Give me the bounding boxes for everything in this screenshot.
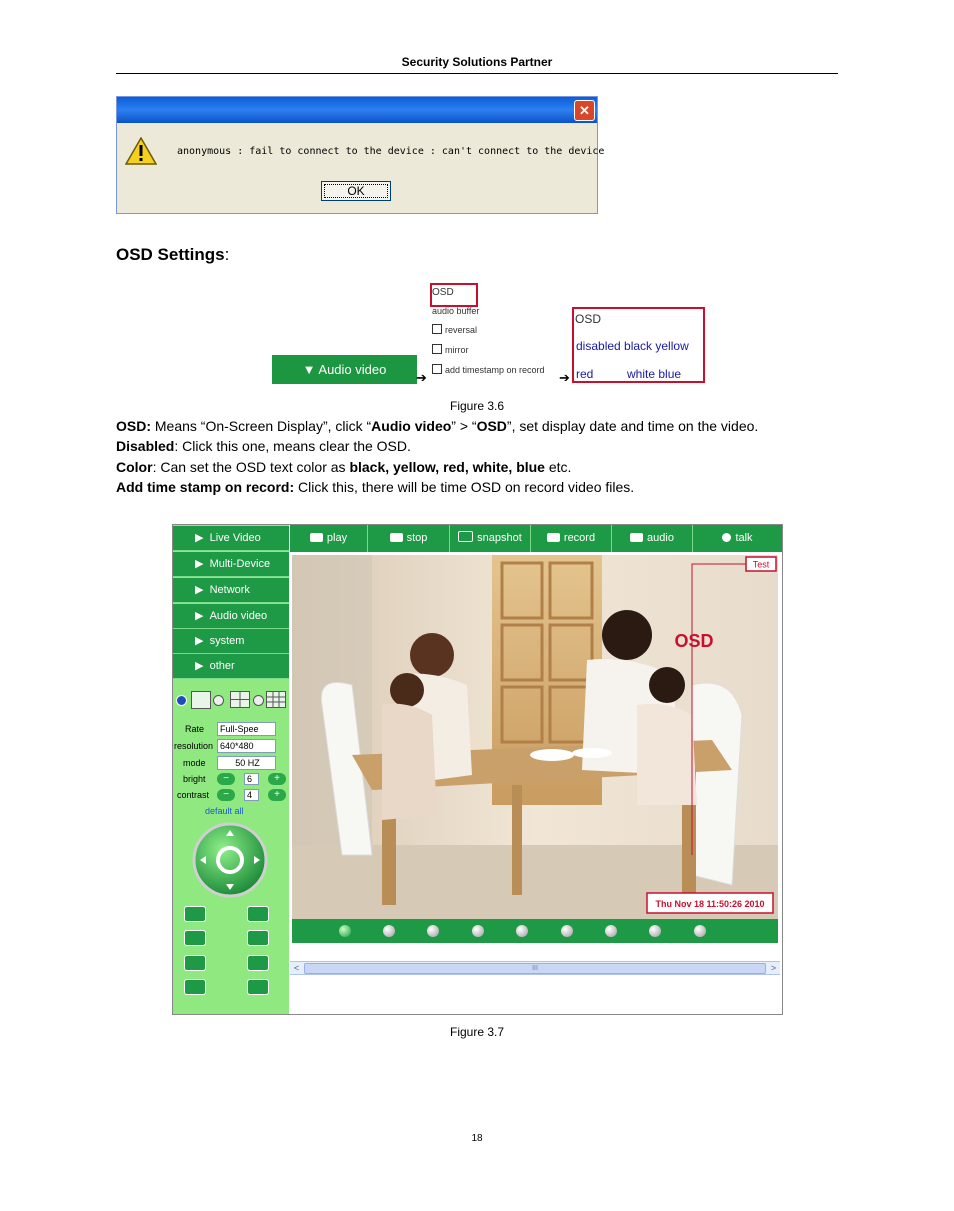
submenu-item-reversal[interactable]: reversal (432, 324, 477, 335)
audio-video-button[interactable]: ▼ Audio video (272, 355, 417, 384)
channel-dot-active[interactable] (339, 925, 351, 937)
mode-label: mode (183, 758, 206, 768)
record-button[interactable]: record (531, 525, 612, 552)
zoom-in-button[interactable] (184, 930, 206, 946)
camera-icon (458, 531, 473, 542)
ptz-joystick-icon[interactable] (192, 822, 268, 898)
stop-icon (390, 533, 403, 542)
channel-dot[interactable] (383, 925, 395, 937)
layout-radio-1[interactable] (176, 695, 187, 706)
osd-options-title: OSD (575, 312, 602, 326)
contrast-value[interactable]: 4 (244, 789, 259, 801)
scroll-thumb[interactable]: III (304, 963, 766, 974)
nav-audio-video[interactable]: ▶ Audio video (173, 604, 289, 629)
channel-dot[interactable] (694, 925, 706, 937)
talk-button[interactable]: talk (693, 525, 782, 552)
nine-view-icon[interactable] (266, 691, 286, 708)
submenu-item-audio-buffer[interactable]: audio buffer (432, 306, 480, 316)
figure-caption: Figure 3.7 (449, 1025, 505, 1039)
video-feed (292, 555, 778, 919)
reversal-checkbox[interactable] (432, 324, 442, 334)
channel-bar (292, 919, 778, 943)
osd-paragraph: OSD: Means “On-Screen Display”, click “Audio video” > “OSD”, set display date and time on the video. (116, 418, 759, 434)
single-view-icon[interactable] (191, 691, 211, 709)
submenu-item-osd[interactable]: OSD (432, 287, 454, 298)
speaker-icon (630, 533, 643, 542)
play-icon (310, 533, 323, 542)
ok-button[interactable]: OK (321, 181, 391, 201)
submenu-item-mirror[interactable]: mirror (432, 344, 469, 355)
osd-test-label: Test (752, 559, 770, 570)
bright-label: bright (183, 774, 206, 784)
timestamp-checkbox[interactable] (432, 364, 442, 374)
mirror-checkbox[interactable] (432, 344, 442, 354)
disabled-paragraph: Disabled: Click this one, means clear the OSD. (116, 438, 411, 454)
resolution-label: resolution (174, 741, 214, 751)
timestamp-paragraph: Add time stamp on record: Click this, there will be time OSD on record video files. (116, 479, 635, 495)
default-all-link[interactable]: default all (205, 806, 244, 816)
channel-dot[interactable] (605, 925, 617, 937)
warning-triangle-icon (125, 137, 157, 165)
contrast-plus-button[interactable]: + (268, 789, 286, 801)
color-paragraph: Color: Can set the OSD text color as black, yellow, red, white, blue etc. (116, 459, 572, 475)
ptz-button[interactable] (184, 906, 206, 922)
section-title: OSD Settings: (116, 245, 230, 264)
channel-dot[interactable] (472, 925, 484, 937)
toolbar (290, 525, 782, 552)
mode-select[interactable]: 50 HZ (217, 756, 276, 770)
submenu-item-timestamp[interactable]: add timestamp on record (432, 364, 545, 375)
rate-select[interactable]: Full-Spee (217, 722, 276, 736)
microphone-icon (722, 533, 731, 542)
osd-color-red[interactable]: red (576, 367, 594, 381)
dialog-message: anonymous : fail to connect to the device : can't connect to the device (177, 146, 605, 157)
header-rule (116, 73, 838, 74)
scroll-left-icon[interactable]: < (293, 963, 300, 973)
dialog-title-bar (117, 97, 597, 123)
bright-minus-button[interactable]: − (217, 773, 235, 785)
auto-patrol-button[interactable] (247, 955, 269, 971)
audio-button[interactable]: audio (612, 525, 693, 552)
horizontal-scrollbar[interactable] (290, 961, 780, 975)
running-header: Security Solutions Partner (401, 55, 553, 69)
osd-callout-label: OSD (674, 631, 714, 651)
channel-dot[interactable] (561, 925, 573, 937)
contrast-minus-button[interactable]: − (217, 789, 235, 801)
nav-system[interactable]: ▶ system (173, 629, 289, 654)
nav-network[interactable]: ▶ Network (173, 578, 289, 603)
channel-dot[interactable] (427, 925, 439, 937)
play-button[interactable]: play (290, 525, 368, 552)
resolution-select[interactable]: 640*480 (217, 739, 276, 753)
figure-caption: Figure 3.6 (449, 399, 505, 413)
nav-multi-device[interactable]: ▶ Multi-Device (173, 552, 289, 577)
scroll-right-icon[interactable]: > (770, 963, 777, 973)
video-camera-icon (547, 533, 560, 542)
contrast-label: contrast (177, 790, 210, 800)
close-icon[interactable]: ✕ (574, 100, 595, 121)
io-button[interactable] (247, 979, 269, 995)
sidebar (173, 525, 289, 1014)
stop-button[interactable]: stop (368, 525, 450, 552)
quad-view-icon[interactable] (230, 691, 250, 708)
osd-color-white-blue[interactable]: white blue (627, 367, 682, 381)
ptz-button[interactable] (247, 906, 269, 922)
stop-patrol-button[interactable] (184, 979, 206, 995)
arrow-icon: ➔ (416, 370, 427, 385)
snapshot-button[interactable]: snapshot (450, 525, 531, 552)
nav-other[interactable]: ▶ other (173, 654, 289, 679)
channel-dot[interactable] (516, 925, 528, 937)
layout-radio-2[interactable] (213, 695, 224, 706)
osd-color-options[interactable]: disabled black yellow (576, 339, 689, 353)
rate-label: Rate (185, 724, 205, 734)
layout-radio-3[interactable] (253, 695, 264, 706)
nav-live-video[interactable]: ▶ Live Video (173, 526, 289, 551)
zoom-out-button[interactable] (247, 930, 269, 946)
bright-plus-button[interactable]: + (268, 773, 286, 785)
horizontal-patrol-button[interactable] (184, 955, 206, 971)
channel-dot[interactable] (649, 925, 661, 937)
osd-timestamp: Thu Nov 18 11:50:26 2010 (655, 899, 765, 909)
osd-options-box (572, 307, 705, 383)
page-number: 18 (471, 1133, 483, 1144)
error-dialog (116, 96, 605, 214)
bright-value[interactable]: 6 (244, 773, 259, 785)
web-client-screenshot (172, 524, 783, 1015)
arrow-icon: ➔ (559, 370, 570, 385)
